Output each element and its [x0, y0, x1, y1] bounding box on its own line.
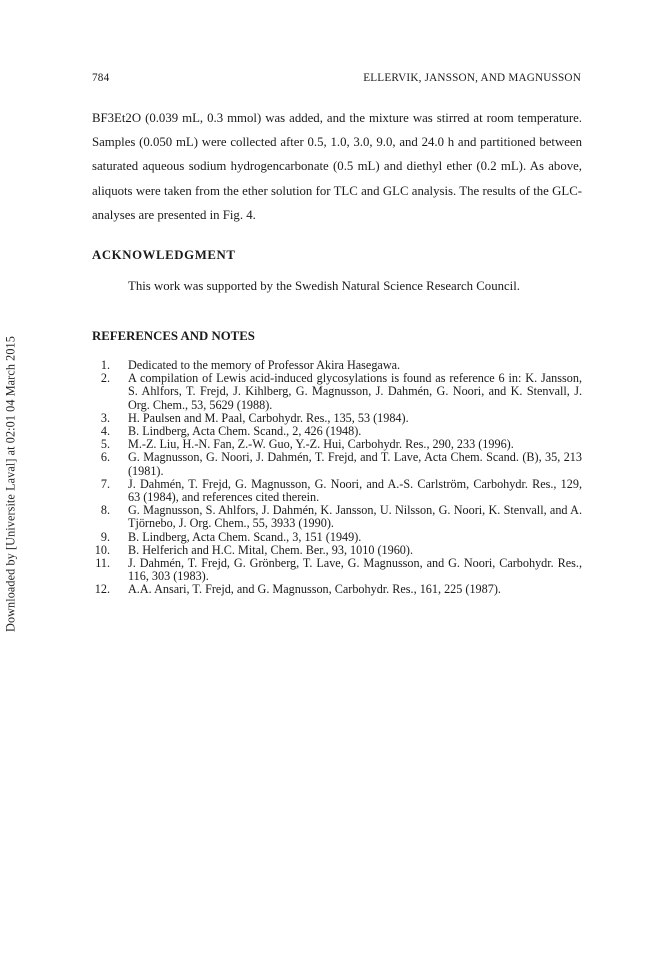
reference-number: 9.	[100, 529, 110, 544]
reference-text: J. Dahmén, T. Frejd, G. Grönberg, T. Lave, G. Magnusson, and G. Noori, Carbohydr. Res., 116, 303 (1983).	[128, 556, 582, 584]
reference-number: 5.	[100, 437, 110, 452]
reference-text: J. Dahmén, T. Frejd, G. Magnusson, G. Noori, and A.-S. Carlström, Carbohydr. Res., 129, 63 (1984), and references cited therein.	[128, 476, 582, 505]
reference-text: A.A. Ansari, T. Frejd, and G. Magnusson, Carbohydr. Res., 161, 225 (1987).	[128, 582, 501, 597]
reference-number: 6.	[100, 450, 110, 465]
reference-item	[90, 451, 582, 477]
references-heading: REFERENCES AND NOTES	[92, 329, 255, 343]
page-number: 784	[92, 72, 110, 84]
reference-number: 3.	[100, 410, 110, 425]
reference-text: B. Helferich and H.C. Mital, Chem. Ber., 93, 1010 (1960).	[128, 542, 414, 557]
download-watermark-text: Downloaded by [Universite Laval] at 02:01 04 March 2015	[3, 336, 18, 632]
reference-item	[90, 478, 582, 504]
reference-text: B. Lindberg, Acta Chem. Scand., 3, 151 (1949).	[128, 529, 362, 544]
reference-item	[90, 583, 582, 596]
reference-number: 2.	[100, 371, 110, 386]
experimental-paragraph: BF3Et2O (0.039 mL, 0.3 mmol) was added, and the mixture was stirred at room temperature. Samples (0.050 mL) were collected after 0.5, 1.0, 3.0, 9.0, and 24.0 h and partitioned between saturated aqueous sodium hydrogencarbonate (0.5 mL) and diethyl ether (0.2 mL). As above, aliquots were taken from the ether solution for TLC and GLC analysis. The results of the GLC-analyses are presented in Fig. 4.	[92, 111, 582, 222]
reference-text: G. Magnusson, G. Noori, J. Dahmén, T. Frejd, and T. Lave, Acta Chem. Scand. (B), 35, 213 (1981).	[128, 450, 582, 478]
page-header	[92, 72, 581, 88]
reference-item	[90, 557, 582, 583]
acknowledgment-text: This work was supported by the Swedish Natural Science Research Council.	[128, 279, 520, 293]
download-watermark	[0, 0, 22, 960]
running-head-authors: ELLERVIK, JANSSON, AND MAGNUSSON	[363, 72, 581, 84]
reference-item	[90, 372, 582, 412]
reference-text: B. Lindberg, Acta Chem. Scand., 2, 426 (1948).	[128, 424, 362, 439]
reference-item	[90, 504, 582, 530]
reference-number: 1.	[100, 358, 110, 372]
reference-number: 10.	[94, 542, 110, 557]
reference-text: A compilation of Lewis acid-induced glycosylations is found as reference 6 in: K. Jansson, S. Ahlfors, T. Frejd, J. Kihlberg, G. Magnusson, J. Dahmén, G. Noori, and K. Stenvall, J. Org. Chem., 53, 5629 (1988).	[128, 371, 582, 412]
reference-text: H. Paulsen and M. Paal, Carbohydr. Res., 135, 53 (1984).	[128, 410, 409, 425]
reference-number: 11.	[95, 556, 110, 571]
reference-number: 7.	[100, 476, 110, 491]
references-list	[90, 359, 582, 597]
reference-number: 4.	[100, 424, 110, 439]
reference-number: 8.	[100, 503, 110, 518]
acknowledgment-heading: ACKNOWLEDGMENT	[92, 248, 236, 262]
reference-number: 12.	[94, 582, 110, 597]
reference-text: Dedicated to the memory of Professor Akira Hasegawa.	[128, 358, 401, 372]
reference-text: M.-Z. Liu, H.-N. Fan, Z.-W. Guo, Y.-Z. Hui, Carbohydr. Res., 290, 233 (1996).	[128, 437, 514, 452]
reference-text: G. Magnusson, S. Ahlfors, J. Dahmén, K. Jansson, U. Nilsson, G. Noori, K. Stenvall, and A. Tjörnebo, J. Org. Chem., 55, 3933 (1990).	[128, 503, 582, 531]
